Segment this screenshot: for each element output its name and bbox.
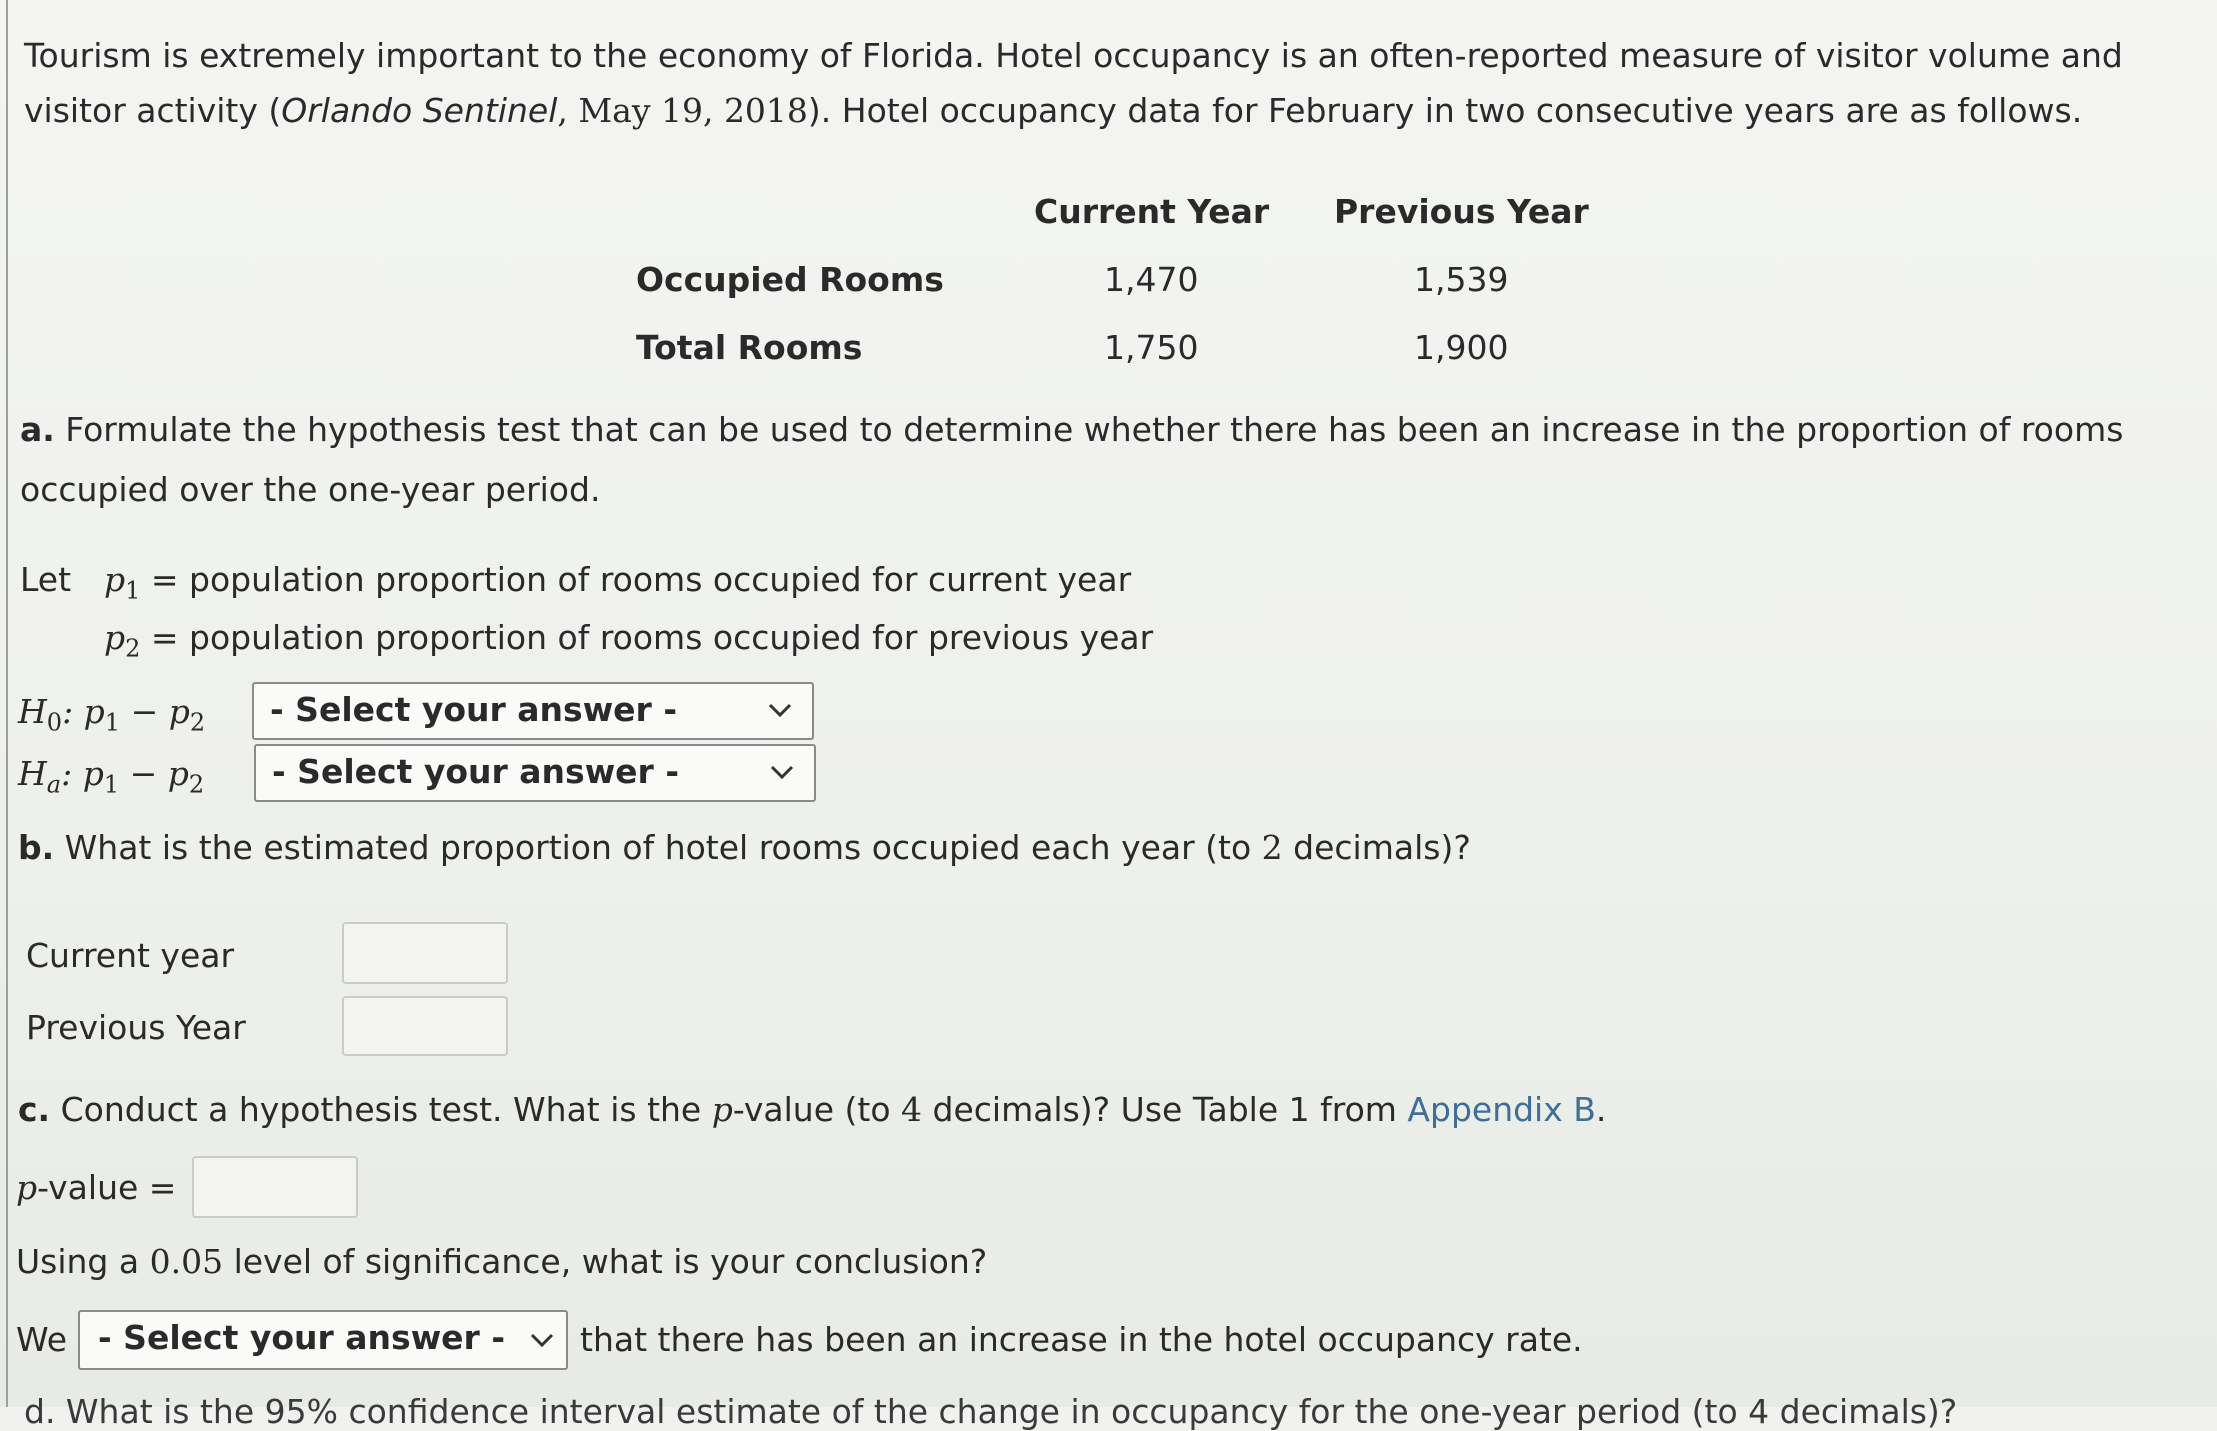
ha-expr-mid: − p: [119, 754, 189, 793]
part-a-letter: a.: [20, 410, 55, 449]
let-label: Let: [20, 560, 72, 599]
p-value-label: [16, 1168, 176, 1208]
part-d-question-cutoff: d. What is the 95% confidence interval estimate of the change in occupancy for the one-year period (to 4 decimals)?: [24, 1392, 1958, 1431]
part-c-text-mid: -value (to: [732, 1090, 902, 1129]
part-c-text-end: decimals)? Use Table 1 from: [922, 1090, 1408, 1129]
p2-symbol: p: [104, 618, 126, 657]
part-b-decimals: 2: [1261, 828, 1283, 867]
table-row-label: Occupied Rooms: [636, 260, 944, 299]
h0-symbol: H: [18, 692, 47, 731]
h0-sub2: 2: [189, 708, 206, 737]
ha-sub2: 2: [188, 770, 205, 799]
h0-select-value: - Select your answer -: [270, 690, 678, 729]
source-date: , May 19, 2018: [557, 91, 808, 130]
intro-text-end: ). Hotel occupancy data for February in two consecutive years are as follows.: [807, 91, 2083, 130]
significance-text-end: level of significance, what is your conclusion?: [223, 1242, 988, 1281]
table-cell: 1,539: [1414, 260, 1509, 299]
part-b-text-end: decimals)?: [1282, 828, 1471, 867]
significance-value: 0.05: [149, 1242, 224, 1281]
p2-subscript: 2: [125, 634, 141, 663]
part-b-text: What is the estimated proportion of hotel rooms occupied each year (to: [54, 828, 1262, 867]
table-header-previous: Previous Year: [1334, 192, 1589, 231]
p-symbol: p: [711, 1090, 733, 1129]
part-a-text: Formulate the hypothesis test that can be used to determine whether there has been an increase in the proportion of rooms: [54, 410, 2124, 449]
chevron-down-icon: [762, 692, 798, 728]
p1-symbol: p: [104, 560, 126, 599]
current-year-input[interactable]: [342, 922, 508, 984]
h0-expression: [18, 692, 205, 743]
chevron-down-icon: [764, 754, 800, 790]
table-cell: 1,900: [1414, 328, 1509, 367]
h0-select[interactable]: [252, 682, 814, 740]
p-value-input[interactable]: [192, 1156, 358, 1218]
h0-expr-mid: − p: [120, 692, 190, 731]
current-year-label: Current year: [26, 936, 235, 975]
left-border: [6, 0, 8, 1407]
previous-year-label: Previous Year: [26, 1008, 246, 1047]
part-b-letter: b.: [18, 828, 55, 867]
table-cell: 1,750: [1104, 328, 1199, 367]
p1-definition: [104, 560, 1131, 611]
source-name: Orlando Sentinel: [281, 91, 558, 130]
appendix-b-link[interactable]: Appendix B: [1407, 1090, 1596, 1129]
p1-text: = population proportion of rooms occupied for current year: [150, 560, 1132, 599]
part-a-question: [20, 410, 2123, 450]
intro-text: visitor activity (: [24, 91, 282, 130]
ha-select-value: - Select your answer -: [272, 752, 680, 791]
ha-subscript: a: [46, 770, 62, 799]
p1-subscript: 1: [125, 576, 141, 605]
previous-year-input[interactable]: [342, 996, 508, 1056]
ha-select[interactable]: [254, 744, 816, 802]
ha-sub1: 1: [103, 770, 120, 799]
we-label: We: [16, 1320, 67, 1359]
part-c-question: [18, 1090, 1606, 1130]
h0-sub1: 1: [104, 708, 121, 737]
conclusion-text: that there has been an increase in the hotel occupancy rate.: [580, 1320, 1583, 1359]
chevron-down-icon: [524, 1322, 560, 1358]
intro-line-1: Tourism is extremely important to the economy of Florida. Hotel occupancy is an often-reported measure of visitor volume and: [24, 36, 2123, 75]
significance-question: [16, 1242, 987, 1282]
ha-expr: : p: [61, 754, 104, 793]
part-b-question: [18, 828, 1471, 868]
ha-symbol: H: [18, 754, 47, 793]
p2-text: = population proportion of rooms occupied for previous year: [150, 618, 1154, 657]
h0-subscript: 0: [46, 708, 63, 737]
conclusion-select-value: - Select your answer -: [98, 1318, 506, 1357]
p2-definition: [104, 618, 1153, 669]
conclusion-select[interactable]: [78, 1310, 568, 1370]
period: .: [1595, 1090, 1607, 1129]
table-row-label: Total Rooms: [636, 328, 863, 367]
h0-expr: : p: [62, 692, 105, 731]
part-c-decimals: 4: [901, 1090, 923, 1129]
significance-text: Using a: [16, 1242, 150, 1281]
intro-line-2: [24, 91, 2082, 131]
part-a-question-line-2: occupied over the one-year period.: [20, 470, 601, 509]
part-c-letter: c.: [18, 1090, 51, 1129]
table-cell: 1,470: [1104, 260, 1199, 299]
p-value-text: -value =: [37, 1168, 177, 1207]
ha-expression: [18, 754, 204, 805]
p-value-symbol: p: [16, 1168, 38, 1207]
part-c-text: Conduct a hypothesis test. What is the: [50, 1090, 712, 1129]
table-header-current: Current Year: [1034, 192, 1270, 231]
